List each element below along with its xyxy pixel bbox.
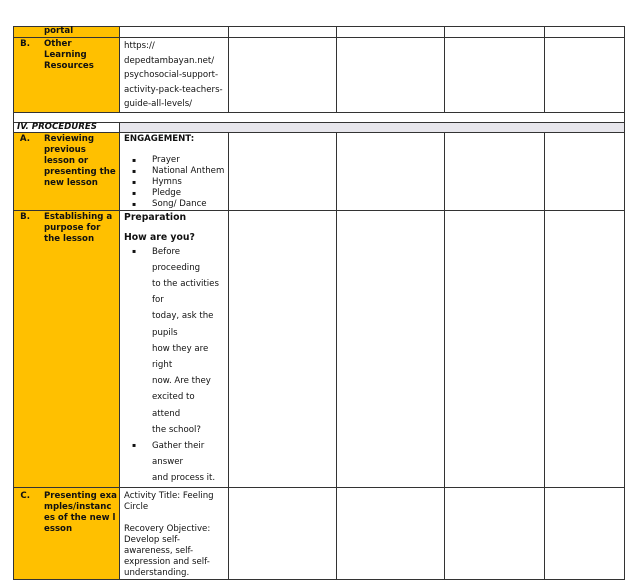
procedures-fill-cell (120, 122, 625, 132)
bullet-icon: ▪ (132, 247, 137, 255)
presenting-label: Presenting examples/instances of the new lesson (44, 490, 117, 534)
lesson-plan-table (13, 26, 625, 580)
row-other-learning-resources (14, 38, 625, 113)
list-item: ▪ Song/ Dance (132, 198, 207, 209)
purpose-label: Establishing a purpose for the lesson (44, 211, 113, 244)
bullet-icon: ▪ (132, 441, 137, 449)
engagement-list (124, 155, 225, 210)
engagement-heading: ENGAGEMENT: (124, 133, 195, 144)
reviewing-label: Reviewing previous lesson or presenting the new lesson (44, 133, 116, 188)
preparation-heading: Preparation (124, 211, 187, 223)
activity-title: Activity Title: Feeling Circle (124, 490, 214, 512)
list-item: ▪ Before proceeding to the activities for today, ask the pupils how they are right now. Are they excited to attend the school? (132, 244, 225, 438)
row-procedures-header (14, 122, 625, 132)
list-item: ▪ Hymns (132, 176, 182, 187)
row-establishing-purpose (14, 210, 625, 487)
content-cell-preparation (120, 210, 229, 487)
row-portal (14, 27, 625, 38)
procedures-label-cell (14, 122, 120, 132)
other-resources-label: Other Learning Resources (44, 39, 94, 71)
label-cell-presenting: C. Presenting examples/instances of the new lesson (14, 487, 120, 579)
procedures-heading: IV. PROCEDURES (17, 121, 97, 132)
row-reviewing (14, 132, 625, 210)
list-item: ▪ Pledge (132, 187, 182, 198)
how-are-you-heading: How are you? (124, 231, 195, 243)
label-cell-portal (14, 27, 120, 38)
content-cell-portal (120, 27, 229, 38)
content-cell-activity (120, 487, 229, 579)
content-cell-other-resources (120, 38, 229, 113)
recovery-objective: Recovery Objective: Develop self-awareness, self-expression and self-understanding. (124, 523, 211, 578)
bullet-icon: ▪ (132, 200, 137, 208)
resource-url: https:// depedtambayan.net/ psychosocial-support- activity-pack-teachers- guide-all-levels/ (124, 41, 223, 109)
list-item: ▪ Prayer (132, 154, 180, 165)
bullet-icon: ▪ (132, 156, 137, 164)
list-item: ▪ National Anthem (132, 165, 225, 176)
label-cell-purpose: B. Establishing a purpose for the lesson (14, 210, 120, 487)
bullet-icon: ▪ (132, 189, 137, 197)
preparation-list (124, 244, 225, 487)
label-cell-other-resources (14, 38, 120, 113)
row-presenting-examples (14, 487, 625, 579)
label-cell-reviewing: A. Reviewing previous lesson or presenting the new lesson (14, 132, 120, 210)
content-cell-engagement (120, 132, 229, 210)
bullet-icon: ▪ (132, 178, 137, 186)
row-letter: B. (20, 39, 30, 49)
list-item: ▪ Gather their answer and process it. (132, 438, 225, 487)
row-spacer (14, 112, 625, 122)
portal-label: portal (44, 26, 74, 36)
bullet-icon: ▪ (132, 167, 137, 175)
